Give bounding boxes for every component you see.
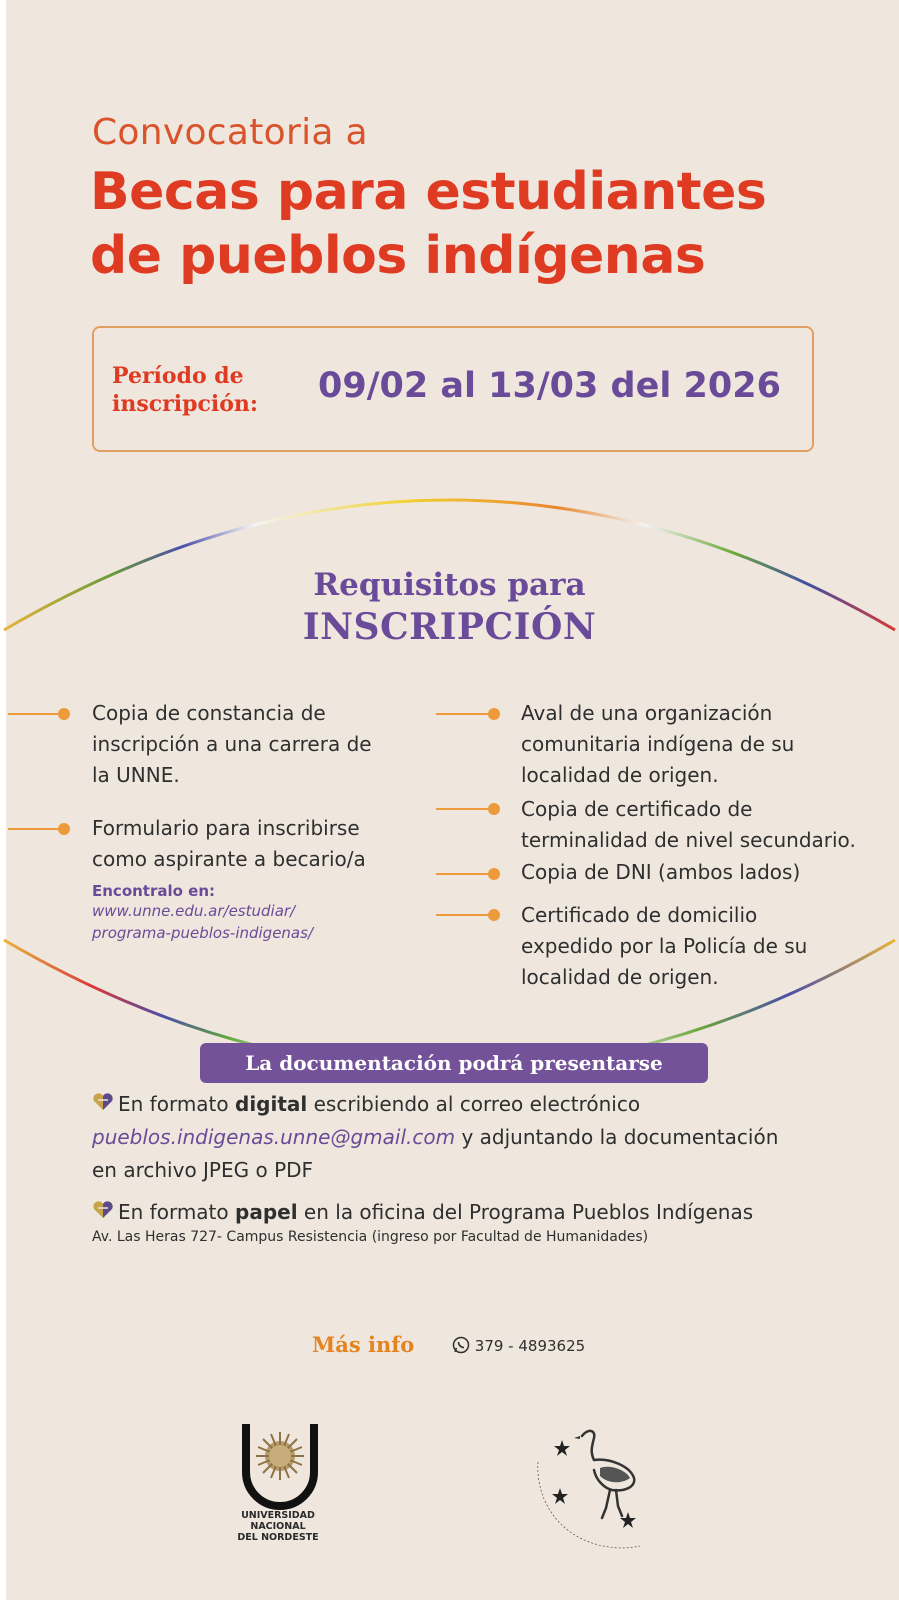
requirements-title <box>0 565 899 649</box>
page-title <box>90 160 766 288</box>
bullet-dot <box>488 803 500 815</box>
find-it-block <box>92 882 313 944</box>
bullet-line <box>436 713 492 715</box>
pre-title: Convocatoria a <box>92 112 368 153</box>
requirement-left-1: Copia de constancia de inscripción a una carrera de la UNNE. <box>92 701 372 787</box>
requirement-right-4: Certificado de domicilio expedido por la Policía de su localidad de origen. <box>521 903 808 989</box>
phone-contact[interactable] <box>452 1336 585 1355</box>
office-address: Av. Las Heras 727- Campus Resistencia (ingreso por Facultad de Humanidades) <box>92 1229 649 1245</box>
bullet-line <box>436 914 492 916</box>
programa-pueblos-indigenas-logo-icon <box>530 1422 670 1562</box>
heart-icon <box>92 1196 118 1229</box>
bullet-dot <box>488 708 500 720</box>
paper-paragraph: En formato papel en la oficina del Programa Pueblos Indígenas Av. Las Heras 727- Campus Resistencia (ingreso por Facultad de Humanidades) <box>92 1196 882 1245</box>
bullet-line <box>436 808 492 810</box>
bullet-dot <box>488 868 500 880</box>
bullet-dot <box>488 909 500 921</box>
digital-paragraph: En formato digital escribiendo al correo electrónico pueblos.indigenas.unne@gmail.com y adjuntando la documentación en archivo JPEG o PDF <box>92 1088 872 1187</box>
period-box <box>92 326 814 452</box>
unne-logo-text: UNIVERSIDAD NACIONAL DEL NORDESTE <box>237 1510 319 1543</box>
requirement-right-3: Copia de DNI (ambos lados) <box>521 860 801 884</box>
title-line-2: de pueblos indígenas <box>90 226 706 286</box>
phone-number: 379 - 4893625 <box>474 1337 586 1355</box>
bullet-line <box>8 828 64 830</box>
requirement-left-2: Formulario para inscribirse como aspirante a becario/a <box>92 816 366 871</box>
period-dates: 09/02 al 13/03 del 2026 <box>318 366 781 406</box>
title-line-1: Becas para estudiantes <box>90 162 767 222</box>
heart-icon <box>92 1088 118 1121</box>
mas-info-label: Más info <box>312 1332 415 1357</box>
find-url-line-1[interactable]: www.unne.edu.ar/estudiar/ <box>92 902 296 920</box>
period-label-line-2: inscripción: <box>112 391 259 417</box>
requirement-right-2: Copia de certificado de terminalidad de nivel secundario. <box>521 797 856 852</box>
bullet-line <box>8 713 64 715</box>
requirement-right-1: Aval de una organización comunitaria indígena de su localidad de origen. <box>521 701 795 787</box>
documentation-banner: La documentación podrá presentarse <box>200 1043 708 1083</box>
email-link[interactable]: pueblos.indigenas.unne@gmail.com <box>92 1125 456 1149</box>
find-url-line-2[interactable]: programa-pueblos-indigenas/ <box>92 924 313 942</box>
bullet-dot <box>58 708 70 720</box>
whatsapp-icon <box>452 1336 470 1354</box>
unne-logo-icon <box>240 1422 320 1510</box>
period-label-line-1: Período de <box>112 363 244 389</box>
requirements-title-line-2: INSCRIPCIÓN <box>302 606 597 648</box>
period-label <box>112 362 258 418</box>
bullet-line <box>436 873 492 875</box>
bullet-dot <box>58 823 70 835</box>
requirements-title-line-1: Requisitos para <box>313 567 586 603</box>
find-label: Encontralo en: <box>92 882 216 900</box>
